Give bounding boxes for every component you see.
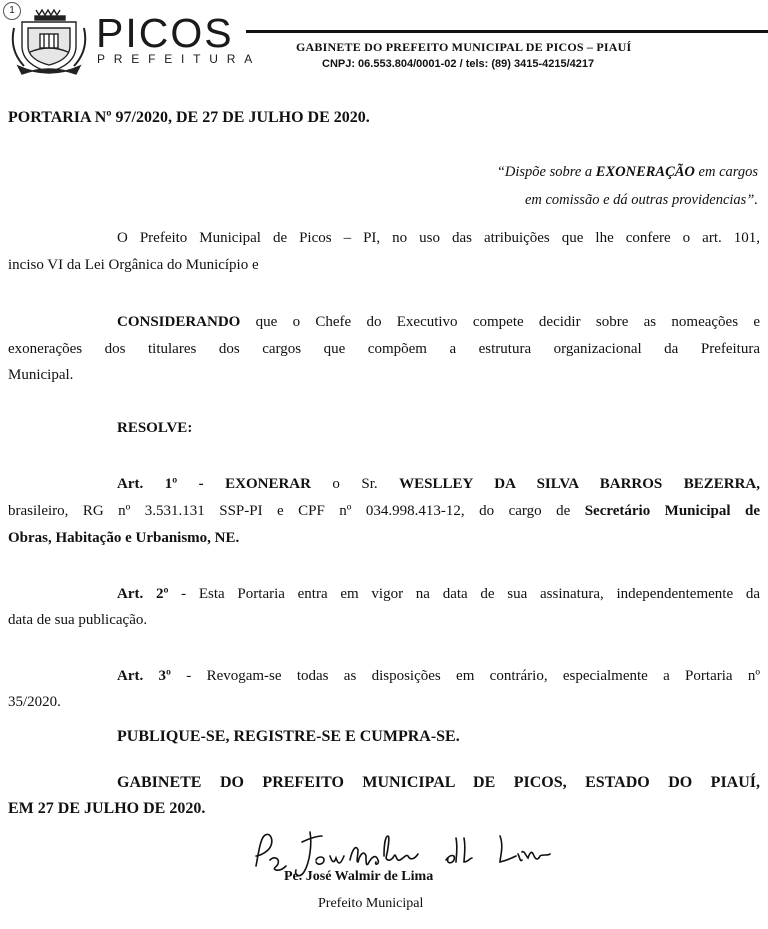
- article-1-position: Secretário Municipal de: [584, 503, 760, 519]
- city-logo-subtitle: PREFEITURA: [97, 52, 262, 66]
- summary-emphasis: EXONERAÇÃO: [595, 164, 695, 180]
- summary-text: em cargos: [694, 164, 758, 180]
- resolve-heading: RESOLVE:: [117, 420, 193, 436]
- city-logo-wordmark: PICOS: [96, 10, 234, 56]
- considerando-line-1: [117, 314, 760, 331]
- summary-text: “Dispõe sobre a: [496, 164, 596, 180]
- article-1-label: Art. 1º - EXONERAR: [117, 476, 311, 492]
- publication-order: PUBLIQUE-SE, REGISTRE-SE E CUMPRA-SE.: [117, 728, 460, 745]
- summary-text: em comissão e dá outras providencias”.: [524, 192, 758, 208]
- considerando-line-3: Municipal.: [8, 367, 74, 383]
- article-1-line-1: [117, 476, 760, 493]
- article-1-line-3: Obras, Habitação e Urbanismo, NE.: [8, 530, 240, 546]
- article-1-line-2: [8, 503, 760, 520]
- preamble-line-2: inciso VI da Lei Orgânica do Município e: [8, 257, 259, 273]
- header-rule: [246, 30, 768, 33]
- handwritten-signature: [250, 826, 580, 896]
- document-title: PORTARIA Nº 97/2020, DE 27 DE JULHO DE 2020.: [8, 109, 370, 126]
- header-contact-info: CNPJ: 06.553.804/0001-02 / tels: (89) 3415-4215/4217: [322, 58, 595, 70]
- article-2-text: - Esta Portaria entra em vigor na data de sua assinatura, independentemente da: [168, 586, 760, 602]
- signatory-role: Prefeito Municipal: [318, 896, 424, 911]
- article-3-line-2: 35/2020.: [8, 694, 61, 710]
- signatory-name: Pe. José Walmir de Lima: [284, 869, 434, 884]
- page-number-badge: 1: [3, 2, 21, 20]
- preamble-line-1: O Prefeito Municipal de Picos – PI, no uso das atribuições que lhe confere o art. 101,: [117, 230, 760, 246]
- considerando-keyword: CONSIDERANDO: [117, 314, 241, 330]
- article-1-text: brasileiro, RG nº 3.531.131 SSP-PI e CPF nº 034.998.413-12, do cargo de: [8, 503, 585, 519]
- article-1-person-name: WESLLEY DA SILVA BARROS BEZERRA,: [399, 476, 761, 492]
- closing-line-2: EM 27 DE JULHO DE 2020.: [8, 800, 206, 817]
- article-2-label: Art. 2º: [117, 586, 169, 602]
- article-2-line-2: data de sua publicação.: [8, 612, 148, 628]
- article-3-line-1: [117, 668, 760, 685]
- city-crest-icon: [8, 8, 90, 76]
- considerando-text: que o Chefe do Executivo compete decidir sobre as nomeações e: [240, 314, 760, 330]
- considerando-line-2: exonerações dos titulares dos cargos que compõem a estrutura organizacional da Prefeitura: [8, 341, 760, 357]
- document-summary: [416, 158, 758, 214]
- closing-line-1: GABINETE DO PREFEITO MUNICIPAL DE PICOS, ESTADO DO PIAUÍ,: [117, 774, 760, 791]
- article-3-text: - Revogam-se todas as disposições em contrário, especialmente a Portaria nº: [170, 668, 760, 684]
- article-2-line-1: [117, 586, 760, 603]
- article-3-label: Art. 3º: [117, 668, 171, 684]
- header-office-name: GABINETE DO PREFEITO MUNICIPAL DE PICOS – PIAUÍ: [296, 40, 632, 54]
- article-1-text: o Sr.: [310, 476, 400, 492]
